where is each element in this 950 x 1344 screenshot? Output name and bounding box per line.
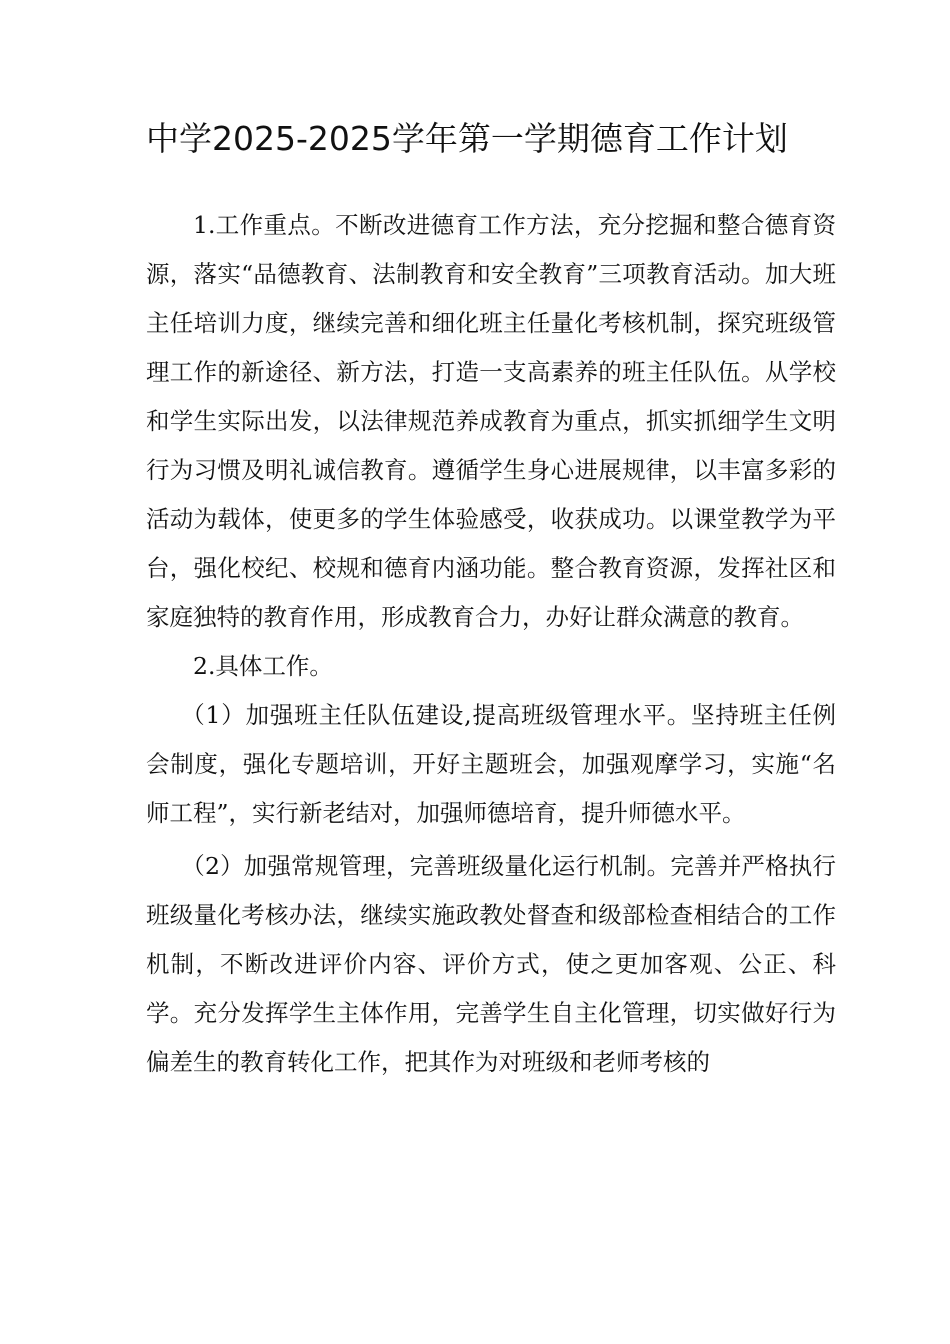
paragraph-specific-work: 2.具体工作。	[193, 652, 333, 680]
document-title: 中学2025-2025学年第一学期德育工作计划	[146, 119, 788, 158]
paragraph-item-1: （1）加强班主任队伍建设,提高班级管理水平。坚持班主任例会制度，强化专题培训，开好主题班会，加强观摩学习，实施“名师工程”，实行新老结对，加强师德培育，提升师德水平。	[146, 701, 836, 827]
paragraph-work-focus: 1.工作重点。不断改进德育工作方法，充分挖掘和整合德育资源，落实“品德教育、法制教育和安全教育”三项教育活动。加大班主任培训力度，继续完善和细化班主任量化考核机制，探究班级管理工作的新途径、新方法，打造一支高素养的班主任队伍。从学校和学生实际出发，以法律规范养成教育为重点，抓实抓细学生文明行为习惯及明礼诚信教育。遵循学生身心进展规律，以丰富多彩的活动为载体，使更多的学生体验感受，收获成功。以课堂教学为平台，强化校纪、校规和德育内涵功能。整合教育资源，发挥社区和家庭独特的教育作用，形成教育合力，办好让群众满意的教育。	[146, 211, 836, 631]
paragraph-item-2: （2）加强常规管理，完善班级量化运行机制。完善并严格执行班级量化考核办法，继续实施政教处督查和级部检查相结合的工作机制，不断改进评价内容、评价方式，使之更加客观、公正、科学。充分发挥学生主体作用，完善学生自主化管理，切实做好行为偏差生的教育转化工作，把其作为对班级和老师考核的	[146, 852, 836, 1076]
document-body	[146, 201, 836, 1087]
